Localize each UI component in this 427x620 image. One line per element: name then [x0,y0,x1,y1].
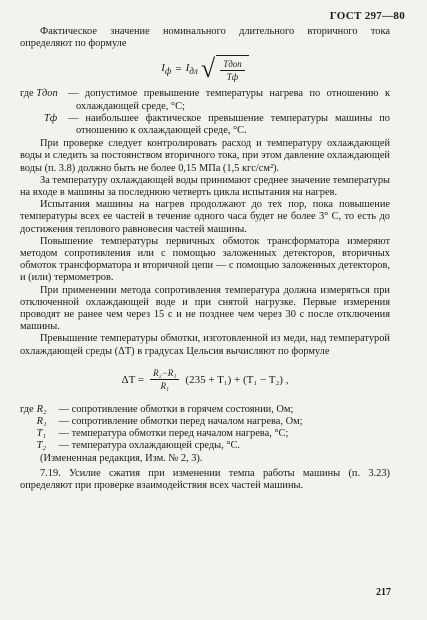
paragraph: При применении метода сопротивления температура должна измеряться при отключенной охлаждающей воде и при снятой нагрузке. Первые измерения проводят не ранее чем через 15 с и не позднее чем через 30 с после отключения машины. [20,284,390,333]
paragraph: Повышение температуры первичных обмоток трансформатора измеряют методом сопротивления или с помощью заложенных детекторов, вторичных обмоток трансформатора и вторичной цепи — с помощью заложенных детекторов, и (или) термометров. [20,235,390,284]
formula1-numerator: Tдоп [220,58,245,71]
paragraph: За температуру охлаждающей воды принимают среднее значение температуры на входе в машины за последнюю четверть цикла испытания на нагрев. [20,174,390,199]
definition-row: где Tдоп — допустимое превышение температуры нагрева по отношению к охлаждающей среде, °С; [20,88,390,112]
definition-text: — допустимое превышение температуры нагрева по отношению к охлаждающей среде, °С; [68,88,390,112]
formula-delta-t [20,358,390,402]
document-body [20,26,390,492]
sqrt-body [216,55,249,83]
definition-row: Tф — наибольшее фактическое превышение температуры машины по отношению к охлаждающей среде, °С. [44,112,390,137]
formula-eq: = [175,63,182,76]
revision-note: (Измененная редакция, Изм. № 2, 3). [40,452,203,464]
clause-7-19: 7.19. Усилие сжатия при изменении темпа работы машины (п. 3.23) определяют при проверке взаимодействия всех частей машины. [20,467,390,492]
formula1-denominator: Tф [226,72,239,83]
legend-row: где R₂ — сопротивление обмотки в горячем состоянии, Ом; [20,403,294,415]
formula2-numerator: R₂−R₁ [150,367,179,380]
legend-row: T₁ — температура обмотки перед началом нагрева, °С; [36,428,289,440]
definition-text: — наибольшее фактическое превышение температуры машины по отношению к охлаждающей среде, °С. [68,112,390,137]
paragraph: При проверке следует контролировать расход и температуру охлаждающей воды и следить за постоянством вторичного тока, при этом давление охлаждающей воды (п. 3.8) должно быть не более 0,15 МПа (1,5 кгс/см²). [20,138,390,174]
legend-row: R₁ — сопротивление обмотки перед началом нагрева, Ом; [36,416,303,428]
formula-lhs: $I_ф$ [161,61,172,76]
formula2-fraction [150,367,179,392]
where-block-2 [20,404,390,465]
formula-i: $I_{дл}$ [185,61,198,76]
formula1-fraction [220,58,245,83]
where-block-1 [20,88,390,137]
page-number: 217 [376,587,391,598]
doc-code: ГОСТ 297—80 [329,10,405,22]
formula2-denominator: R₁ [160,381,170,392]
legend-row: T₂ — температура охлаждающей среды, °С. [36,440,241,452]
paragraph: Испытания машины на нагрев продолжают до тех пор, пока повышение температуры всех ее частей в течение одного часа будет не более 3° С, то есть до достижения теплового равновесия частей машины. [20,199,390,235]
intro-paragraph: Фактическое значение номинального длительного вторичного тока определяют по формуле [20,26,390,50]
formula2-lhs: ΔT = [121,373,145,386]
formula-current [20,50,390,88]
paragraph: Превышение температуры обмотки, изготовленной из меди, над температурой охлаждающей среды (ΔT) в градусах Цельсия вычисляют по формуле [20,333,390,357]
formula2-rest: (235 + T₁) + (T₁ − T₂) , [185,373,289,386]
sqrt-icon: √ [200,54,216,84]
